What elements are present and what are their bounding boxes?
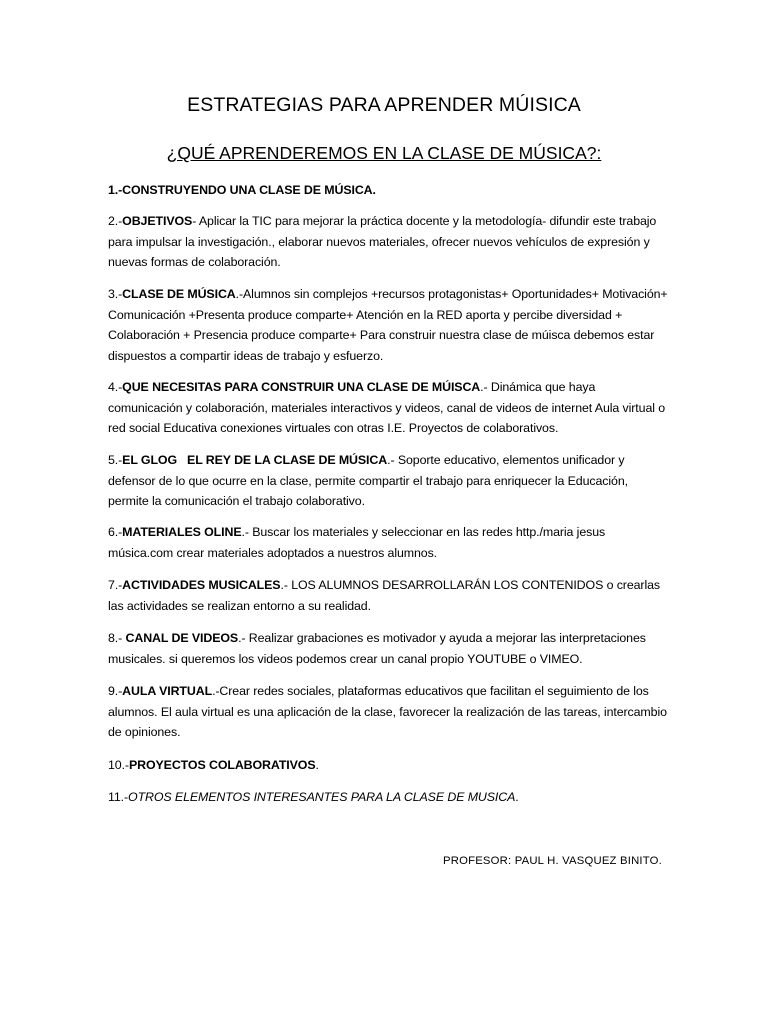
item-text: .-Crear redes sociales, plataformas educativos que facilitan el seguimiento de los alumnos. El aula virtual es una aplicación de la clase, favorecer la realización de las tareas, intercambio de opiniones. xyxy=(108,684,667,739)
item-text: .- Soporte educativo, elementos unificador y defensor de lo que ocurre en la clase, permite compartir el trabajo para enriquecer la Educación, permite la comunicación el trabajo colaborativo. xyxy=(108,453,628,508)
author-signature: PROFESOR: PAUL H. VASQUEZ BINITO. xyxy=(443,855,662,867)
item-number: 6.- xyxy=(108,525,123,539)
item-heading: OBJETIVOS xyxy=(122,214,193,228)
item-number: 10.- xyxy=(108,758,129,772)
item-text: . xyxy=(315,758,319,772)
item-number: 3.- xyxy=(108,287,123,301)
item-text: . xyxy=(515,790,519,804)
item-9 xyxy=(108,681,668,743)
item-text: .- Dinámica que haya comunicación y colaboración, materiales interactivos y videos, canal de videos de internet Aula virtual o red social Educativa conexiones virtuales con otras I.E. Proyectos de colaborativos. xyxy=(108,380,666,435)
item-10 xyxy=(108,755,668,776)
item-heading: PROYECTOS COLABORATIVOS xyxy=(128,758,316,772)
item-text: .-Alumnos sin complejos +recursos protagonistas+ Oportunidades+ Motivación+ Comunicación +Presenta produce comparte+ Atención en la RED aporta y percibe diversidad + Colaboración + Presencia produce comparte+ Para construir nuestra clase de múisca debemos estar dispuestos a compartir ideas de trabajo y esfuerzo. xyxy=(108,287,668,363)
item-heading: AULA VIRTUAL xyxy=(122,684,213,698)
item-6 xyxy=(108,522,668,563)
item-text: - Aplicar la TIC para mejorar la práctica docente y la metodología- difundir este trabajo para impulsar la investigación., elaborar nuevos materiales, ofrecer nuevos vehículos de expresión y nuevas formas de colaboración. xyxy=(108,214,657,269)
item-5 xyxy=(108,450,668,512)
item-2 xyxy=(108,211,668,273)
item-number: 5.- xyxy=(108,453,123,467)
item-number: 4.- xyxy=(108,380,123,394)
item-3 xyxy=(108,284,668,366)
item-number: 11.- xyxy=(108,790,129,804)
document-subtitle: ¿QUÉ APRENDEREMOS EN LA CLASE DE MÚSICA?: xyxy=(166,143,602,163)
item-4 xyxy=(108,377,668,439)
item-number: 1.- xyxy=(108,183,123,197)
item-number: 2.- xyxy=(108,214,123,228)
item-1 xyxy=(108,180,668,201)
item-7 xyxy=(108,575,668,616)
item-heading: CONSTRUYENDO UNA CLASE DE MÚSICA. xyxy=(122,183,376,197)
item-heading: EL GLOG EL REY DE LA CLASE DE MÚSICA xyxy=(122,453,388,467)
item-heading: CANAL DE VIDEOS xyxy=(125,631,239,645)
item-11 xyxy=(108,787,668,808)
item-text: .- Realizar grabaciones es motivador y ayuda a mejorar las interpretaciones musicales. si queremos los videos podemos crear un canal propio YOUTUBE o VIMEO. xyxy=(108,631,646,666)
document-title: ESTRATEGIAS PARA APRENDER MÚISICA xyxy=(187,94,581,116)
item-number: 9.- xyxy=(108,684,123,698)
item-number: 7.- xyxy=(108,578,123,592)
item-heading: QUE NECESITAS PARA CONSTRUIR UNA CLASE DE MÚISCA xyxy=(122,380,481,394)
item-text: .- Buscar los materiales y seleccionar en las redes http./maria jesus música.com crear materiales adoptados a nuestros alumnos. xyxy=(108,525,606,560)
item-heading: CLASE DE MÚSICA xyxy=(122,287,236,301)
item-8 xyxy=(108,628,668,669)
item-heading: MATERIALES OLINE xyxy=(122,525,242,539)
item-heading: OTROS ELEMENTOS INTERESANTES PARA LA CLASE DE MUSICA xyxy=(128,790,516,804)
item-heading: ACTIVIDADES MUSICALES xyxy=(122,578,281,592)
item-text: .- LOS ALUMNOS DESARROLLARÁN LOS CONTENIDOS o crearlas las actividades se realizan entorno a su realidad. xyxy=(108,578,660,613)
item-number: 8.- xyxy=(108,631,126,645)
